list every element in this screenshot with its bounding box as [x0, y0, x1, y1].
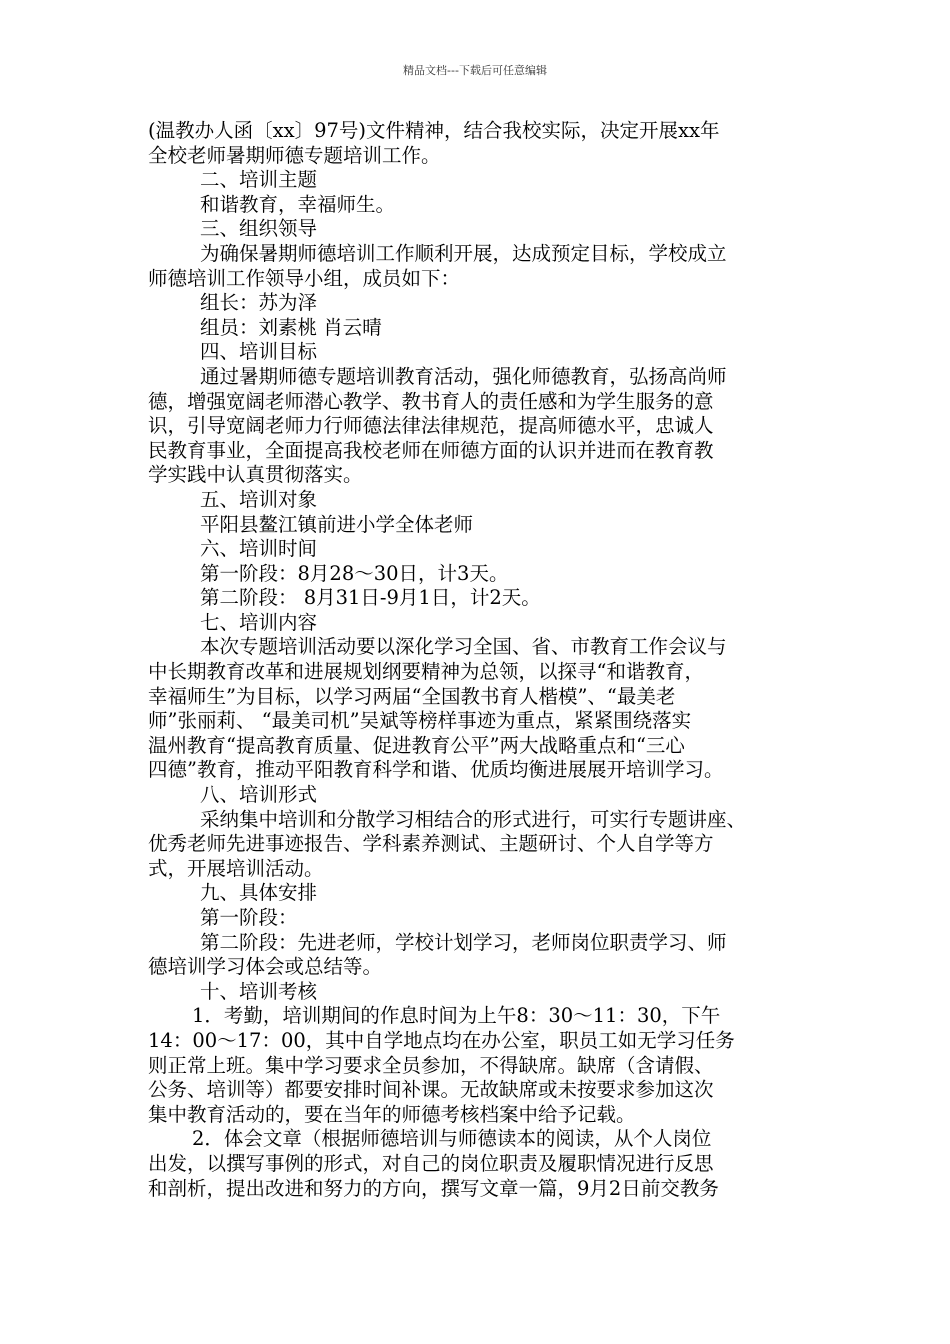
- text-line: 组长：苏为泽: [200, 291, 318, 315]
- page-header: 精品文档---下载后可任意编辑: [403, 64, 547, 77]
- text-line: 五、培训对象: [200, 487, 318, 511]
- text-line: 第一阶段：: [200, 906, 298, 929]
- text-line: 师德培训工作领导小组，成员如下：: [148, 266, 461, 290]
- document-body: [148, 119, 808, 1201]
- text-line: 德培训学习体会或总结等。: [148, 955, 383, 979]
- text-line: 师”张丽莉、 “最美司机”吴斌等榜样事迹为重点，紧紧围绕落实: [148, 709, 692, 733]
- text-line: 八、培训形式: [200, 783, 318, 807]
- text-line: 和谐教育，幸福师生。: [200, 192, 396, 216]
- text-line: 公务、培训等）都要安排时间补课。无故缺席或未按要求参加这次: [148, 1078, 714, 1102]
- text-line: (温教办人函〔xx〕97号)文件精神，结合我校实际，决定开展xx年: [148, 119, 720, 142]
- text-line: 式，开展培训活动。: [148, 856, 324, 880]
- text-line: 组员：刘素桃 肖云晴: [200, 315, 382, 339]
- text-line: 二、培训主题: [200, 168, 318, 192]
- text-line: 1．考勤，培训期间的作息时间为上午8：30～11：30，下午: [192, 1004, 721, 1028]
- text-line: 第二阶段：先进老师，学校计划学习，老师岗位职责学习、师: [200, 930, 727, 954]
- text-line: 平阳县鳌江镇前进小学全体老师: [200, 512, 474, 536]
- text-line: 通过暑期师德专题培训教育活动，强化师德教育，弘扬高尚师: [200, 364, 727, 388]
- text-line: 2．体会文章（根据师德培训与师德读本的阅读，从个人岗位: [192, 1127, 712, 1151]
- text-line: 出发，以撰写事例的形式，对自己的岗位职责及履职情况进行反思: [148, 1151, 714, 1175]
- text-line: 幸福师生”为目标，以学习两届“全国教书育人楷模”、“最美老: [148, 684, 676, 708]
- text-line: 温州教育“提高教育质量、促进教育公平”两大战略重点和“三心: [148, 733, 685, 757]
- text-line: 集中教育活动的，要在当年的师德考核档案中给予记载。: [148, 1102, 636, 1126]
- text-line: 则正常上班。集中学习要求全员参加，不得缺席。缺席（含请假、: [148, 1053, 714, 1077]
- text-line: 14：00～17：00，其中自学地点均在办公室，职员工如无学习任务: [148, 1028, 735, 1052]
- text-line: 四德”教育，推动平阳教育科学和谐、优质均衡进展展开培训学习。: [148, 758, 724, 782]
- text-line: 第一阶段：8月28～30日，计3天。: [200, 561, 509, 585]
- text-line: 为确保暑期师德培训工作顺利开展，达成预定目标，学校成立: [200, 241, 727, 265]
- text-line: 十、培训考核: [200, 979, 318, 1003]
- text-line: 学实践中认真贯彻落实。: [148, 463, 363, 487]
- text-line: 九、具体安排: [200, 881, 318, 905]
- text-line: 德，增强宽阔老师潜心教学、教书育人的责任感和为学生服务的意: [148, 389, 714, 413]
- text-line: 四、培训目标: [200, 340, 318, 364]
- text-line: 优秀老师先进事迹报告、学科素养测试、主题研讨、个人自学等方: [148, 832, 714, 856]
- text-line: 全校老师暑期师德专题培训工作。: [148, 143, 441, 167]
- text-line: 识，引导宽阔老师力行师德法律法律规范，提高师德水平，忠诚人: [148, 414, 714, 438]
- text-line: 本次专题培训活动要以深化学习全国、省、市教育工作会议与: [200, 635, 727, 659]
- text-line: 民教育事业，全面提高我校老师在师德方面的认识并进而在教育教: [148, 438, 714, 462]
- text-line: 六、培训时间: [200, 537, 318, 561]
- text-line: 和剖析，提出改进和努力的方向，撰写文章一篇，9月2日前交教务: [148, 1176, 719, 1200]
- text-line: 采纳集中培训和分散学习相结合的形式进行，可实行专题讲座、: [200, 807, 747, 831]
- text-line: 中长期教育改革和进展规划纲要精神为总领，以探寻“和谐教育，: [148, 660, 704, 684]
- text-line: 七、培训内容: [200, 610, 318, 634]
- text-line: 第二阶段： 8月31日-9月1日，计2天。: [200, 586, 541, 610]
- text-line: 三、组织领导: [200, 217, 318, 241]
